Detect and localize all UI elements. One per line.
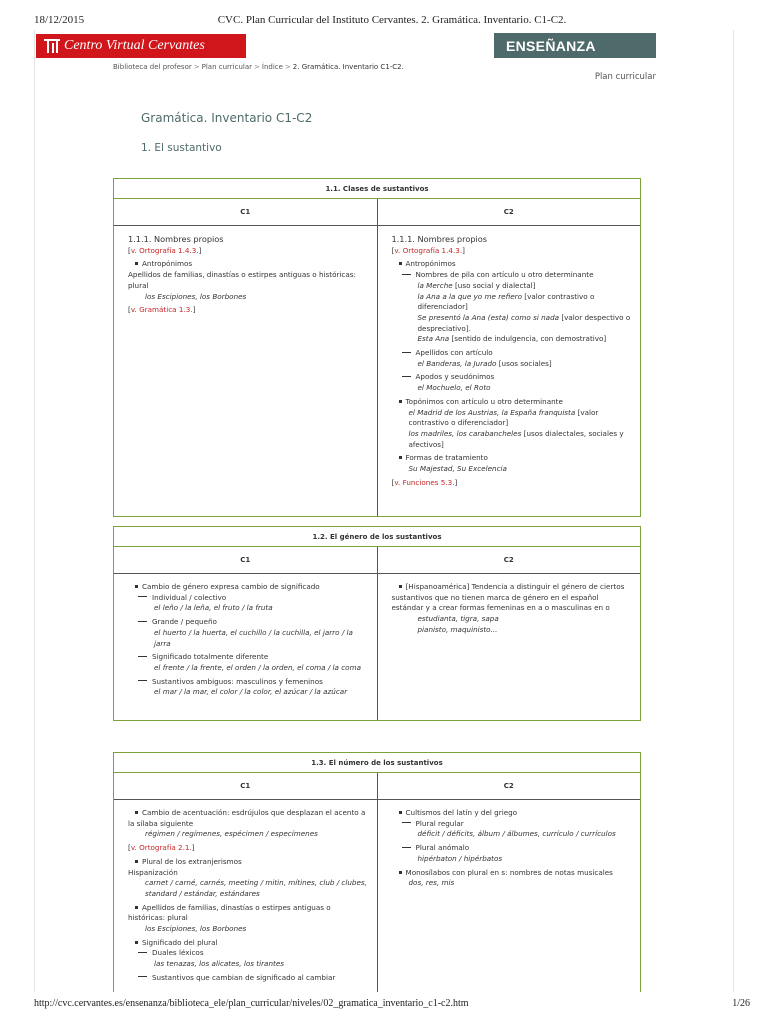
print-date: 18/12/2015 bbox=[34, 14, 85, 26]
example: el Mochuelo, el Roto bbox=[417, 383, 491, 393]
cell-c1 bbox=[114, 226, 378, 516]
cell-c2 bbox=[378, 800, 641, 992]
bullet-icon bbox=[135, 262, 138, 265]
column-head-c2: C2 bbox=[503, 208, 514, 216]
dash-icon bbox=[138, 621, 147, 622]
breadcrumb-item[interactable]: Plan curricular bbox=[201, 63, 252, 71]
list-item: Sustantivos que cambian de significado al cambiar bbox=[128, 973, 369, 984]
list-item: Sustantivos ambiguos: masculinos y femeninos bbox=[128, 677, 369, 688]
list-item: Antropónimos bbox=[392, 259, 633, 270]
example: pianisto, maquinisto... bbox=[417, 624, 498, 634]
breadcrumb-item[interactable]: Biblioteca del profesor bbox=[113, 63, 192, 71]
bullet-icon bbox=[399, 585, 402, 588]
list-item: Formas de tratamiento bbox=[392, 453, 633, 464]
table-numero-sustantivos bbox=[113, 752, 641, 992]
list-item: Duales léxicos bbox=[128, 948, 369, 959]
bullet-icon bbox=[399, 400, 402, 403]
dash-icon bbox=[402, 376, 411, 377]
table-caption: 1.1. Clases de sustantivos bbox=[114, 179, 640, 199]
breadcrumb: Biblioteca del profesor > Plan curricular > Índice > 2. Gramática. Inventario C1-C2. bbox=[113, 63, 404, 71]
cross-reference[interactable]: [v. Ortografía 1.4.3.] bbox=[391, 245, 465, 255]
column-head-c1: C1 bbox=[114, 547, 378, 573]
bullet-icon bbox=[399, 811, 402, 814]
dash-icon bbox=[402, 274, 411, 275]
dash-icon bbox=[402, 847, 411, 848]
example: régimen / regímenes, espécimen / especímenes bbox=[145, 829, 318, 839]
list-item: Topónimos con artículo u otro determinante bbox=[392, 397, 633, 408]
bullet-icon bbox=[399, 262, 402, 265]
example: déficit / déficits, álbum / álbumes, currículo / currículos bbox=[417, 829, 616, 839]
dash-icon bbox=[138, 976, 147, 977]
example: la Ana a la que yo me refiero [valor contrastivo o diferenciador] bbox=[417, 291, 595, 312]
section-title: 1. El sustantivo bbox=[141, 142, 222, 154]
list-item: Significado totalmente diferente bbox=[128, 652, 369, 663]
print-title: CVC. Plan Curricular del Instituto Cervantes. 2. Gramática. Inventario. C1-C2. bbox=[217, 14, 567, 26]
example: carnet / carné, carnés, meeting / mitin, mítines, club / clubes, standard / estándar, estándares bbox=[145, 878, 367, 898]
text: Apellidos de familias, dinastías o estirpes antiguas o históricas: plural bbox=[128, 270, 356, 290]
example: hipérbaton / hipérbatos bbox=[417, 853, 503, 863]
column-head-c2: C2 bbox=[503, 556, 514, 564]
list-item: Antropónimos bbox=[128, 259, 369, 270]
column-head-c2: C2 bbox=[503, 782, 514, 790]
cross-reference[interactable]: [v. Ortografía 1.4.3.] bbox=[128, 245, 202, 255]
list-item: Apellidos de familias, dinastías o estirpes antiguas o históricas: plural bbox=[128, 902, 331, 923]
list-item: Individual / colectivo bbox=[128, 593, 369, 604]
list-item: Monosílabos con plural en s: nombres de notas musicales bbox=[392, 868, 633, 879]
list-item: Plural regular bbox=[392, 819, 633, 830]
bullet-icon bbox=[135, 941, 138, 944]
dash-icon bbox=[402, 822, 411, 823]
list-item: [Hispanoamérica] Tendencia a distinguir el género de ciertos sustantivos que no tienen marca de género en el español estándar y a crear formas femeninas en a o masculinas en o bbox=[391, 582, 625, 613]
list-item: Plural de los extranjerismos bbox=[128, 857, 369, 868]
print-footer bbox=[34, 998, 750, 1012]
text: Hispanización bbox=[128, 867, 178, 877]
example: el leño / la leña, el fruto / la fruta bbox=[154, 603, 273, 613]
example: el Banderas, la Jurado [usos sociales] bbox=[417, 358, 552, 368]
list-item: Plural anómalo bbox=[392, 843, 633, 854]
example: los Escipiones, los Borbones bbox=[145, 291, 247, 301]
list-item: Cambio de género expresa cambio de significado bbox=[128, 582, 369, 593]
example: el mar / la mar, el color / la color, el azúcar / la azúcar bbox=[154, 687, 348, 697]
list-item: Nombres de pila con artículo u otro determinante bbox=[392, 270, 633, 281]
cross-reference[interactable]: [v. Ortografía 2.1.] bbox=[128, 843, 195, 853]
table-caption: 1.2. El género de los sustantivos bbox=[114, 527, 640, 547]
example: Esta Ana [sentido de indulgencia, con demostrativo] bbox=[417, 334, 607, 344]
example: el Madrid de los Austrias, la España franquista [valor contrastivo o diferenciador] bbox=[408, 407, 599, 428]
bullet-icon bbox=[135, 811, 138, 814]
example: el frente / la frente, el orden / la orden, el coma / la coma bbox=[154, 662, 361, 672]
dash-icon bbox=[138, 952, 147, 953]
list-item: Cambio de acentuación: esdrújulos que desplazan el acento a la sílaba siguiente bbox=[128, 808, 366, 828]
example: estudianta, tigra, sapa bbox=[417, 614, 499, 624]
print-header bbox=[34, 14, 750, 28]
cross-reference[interactable]: [v. Gramática 1.3.] bbox=[128, 305, 196, 315]
cvc-logo[interactable] bbox=[36, 34, 246, 58]
dash-icon bbox=[138, 656, 147, 657]
table-genero-sustantivos bbox=[113, 526, 641, 721]
subsection-title: 1.1.1. Nombres propios bbox=[391, 234, 488, 244]
section-banner[interactable]: ENSEÑANZA bbox=[494, 33, 656, 58]
list-item: Grande / pequeño bbox=[128, 617, 369, 628]
cross-reference[interactable]: [v. Funciones 5.3.] bbox=[391, 477, 458, 487]
example: dos, res, mis bbox=[408, 878, 455, 888]
list-item: Cultismos del latín y del griego bbox=[392, 808, 633, 819]
breadcrumb-current: 2. Gramática. Inventario C1-C2. bbox=[292, 63, 404, 71]
page-number: 1/26 bbox=[732, 998, 750, 1009]
breadcrumb-item[interactable]: Índice bbox=[261, 63, 283, 71]
page-title: Gramática. Inventario C1-C2 bbox=[141, 111, 313, 125]
cervantes-logo-icon bbox=[44, 39, 60, 53]
bullet-icon bbox=[135, 585, 138, 588]
subsection-title: 1.1.1. Nombres propios bbox=[128, 234, 224, 244]
print-url: http://cvc.cervantes.es/ensenanza/biblioteca_ele/plan_curricular/niveles/02_gramatica_inventario_c1-c2.htm bbox=[34, 998, 469, 1009]
plan-curricular-link[interactable]: Plan curricular bbox=[594, 72, 656, 82]
cell-c2 bbox=[378, 574, 641, 720]
cell-c1 bbox=[114, 800, 378, 992]
cell-c2 bbox=[378, 226, 641, 516]
logo-text: Centro Virtual Cervantes bbox=[64, 38, 205, 53]
dash-icon bbox=[138, 680, 147, 681]
example: la Merche [uso social y dialectal] bbox=[417, 280, 536, 290]
table-caption: 1.3. El número de los sustantivos bbox=[114, 753, 640, 773]
example: el huerto / la huerta, el cuchillo / la cuchilla, el jarro / la jarra bbox=[154, 627, 353, 648]
dash-icon bbox=[402, 352, 411, 353]
example: Su Majestad, Su Excelencia bbox=[408, 464, 507, 474]
dash-icon bbox=[138, 596, 147, 597]
example: Se presentó la Ana (esta) como si nada [valor despectivo o despreciativo]. bbox=[417, 312, 631, 333]
bullet-icon bbox=[135, 860, 138, 863]
bullet-icon bbox=[399, 871, 402, 874]
example: los Escipiones, los Borbones bbox=[145, 924, 247, 934]
example: los madriles, los carabancheles [usos dialectales, sociales y afectivos] bbox=[408, 428, 624, 449]
bullet-icon bbox=[399, 456, 402, 459]
example: las tenazas, los alicates, los tirantes bbox=[154, 959, 284, 969]
table-clases-sustantivos bbox=[113, 178, 641, 517]
list-item: Apodos y seudónimos bbox=[392, 372, 633, 383]
column-head-c1: C1 bbox=[114, 773, 378, 799]
cell-c1 bbox=[114, 574, 378, 720]
bullet-icon bbox=[135, 906, 138, 909]
list-item: Significado del plural bbox=[128, 938, 369, 949]
column-head-c1: C1 bbox=[114, 199, 378, 225]
list-item: Apellidos con artículo bbox=[392, 348, 633, 359]
